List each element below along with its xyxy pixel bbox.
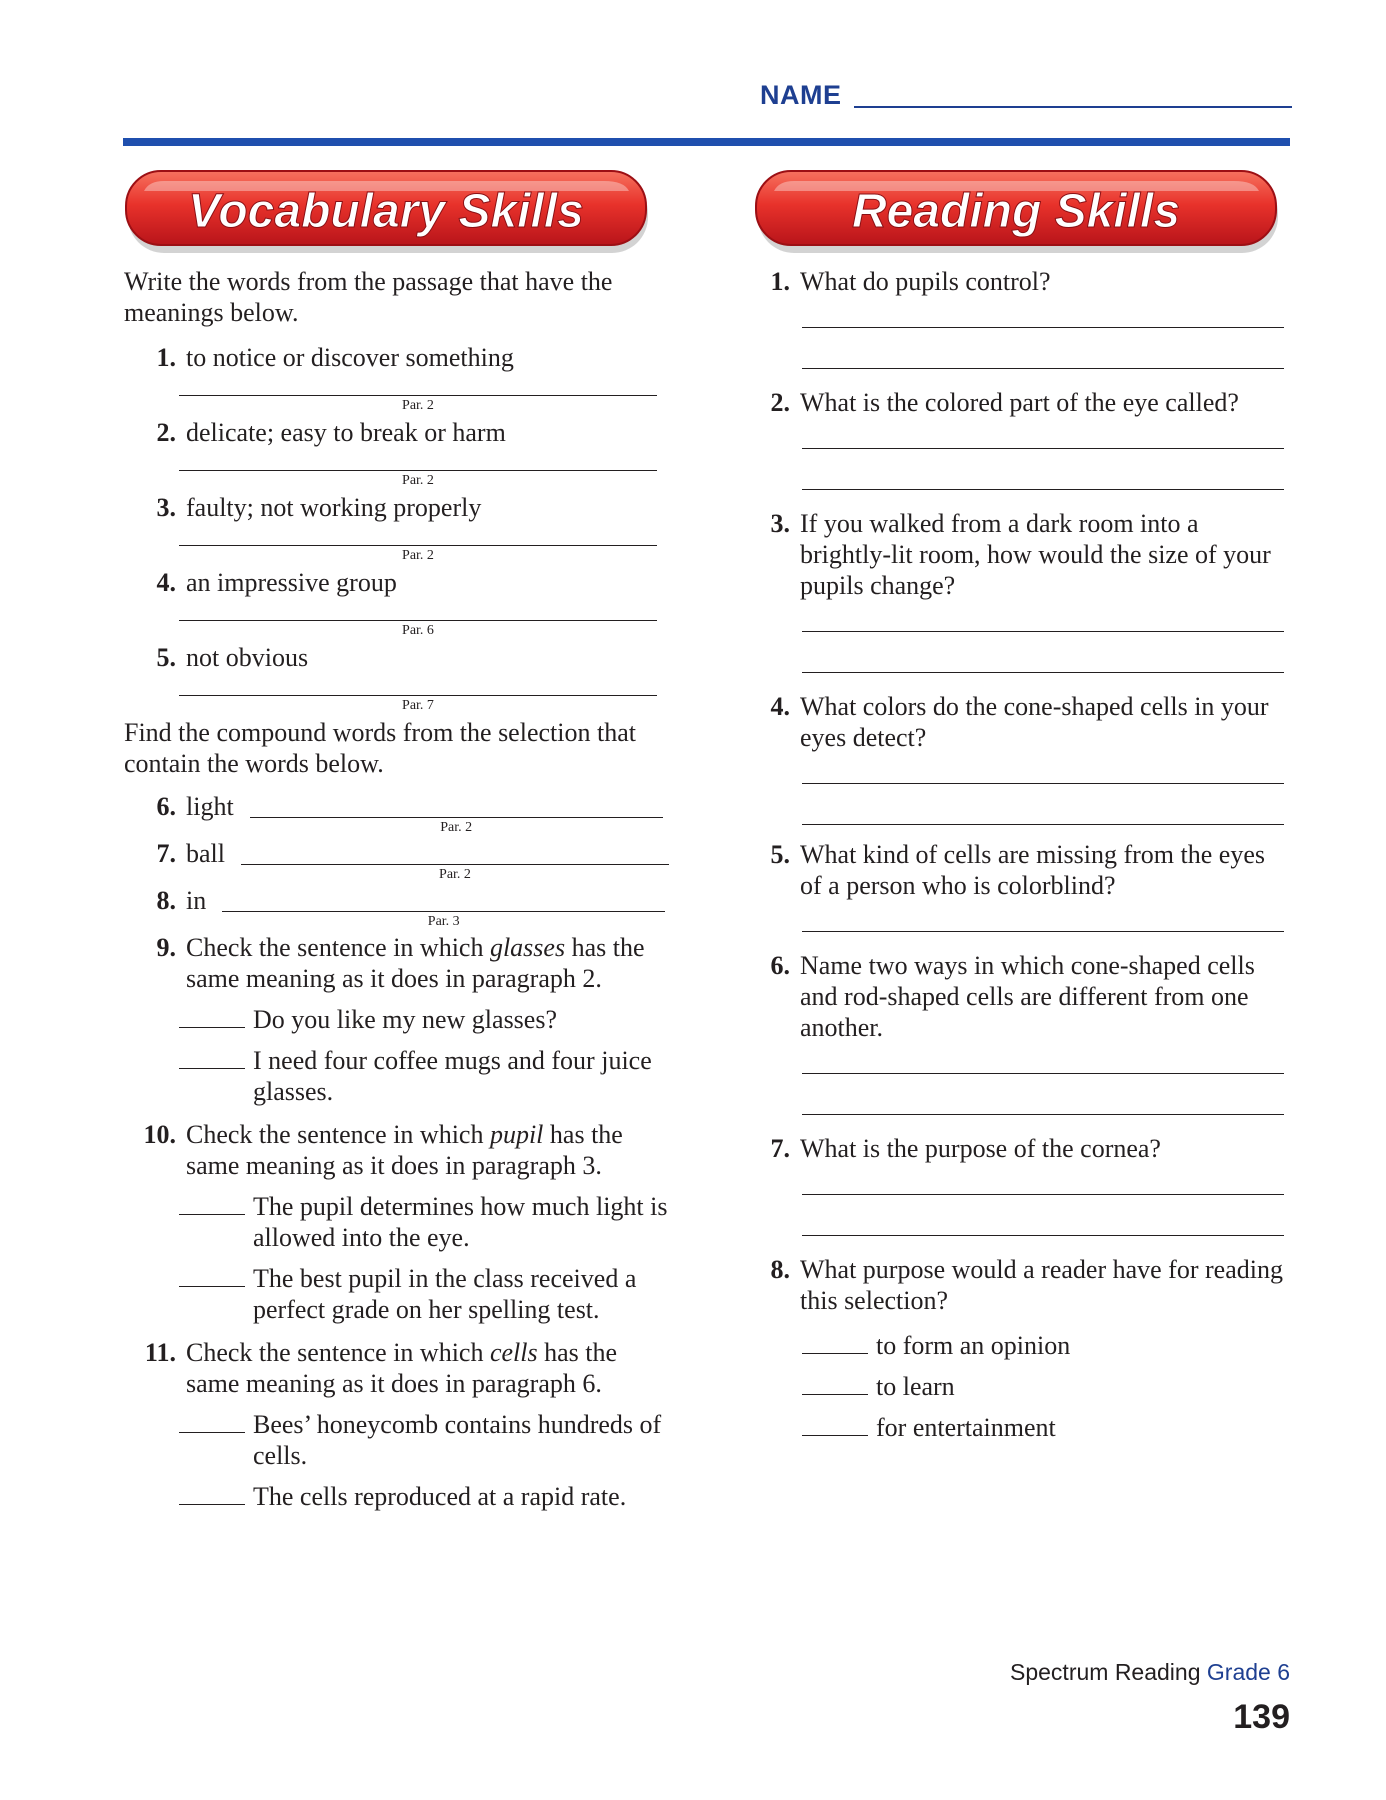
target-word: pupil [489,1120,544,1149]
question-text [186,1119,669,1181]
grade-label: Grade 6 [1206,1659,1290,1685]
answer-lines [802,327,1290,369]
compound-item [124,885,669,932]
option-text: to form an opinion [876,1331,1071,1360]
compound-word: ball [186,839,225,868]
answer-line[interactable] [802,824,1284,825]
answer-blank [179,448,669,492]
question-pre: Check the sentence in which [186,1120,490,1149]
check-option [179,1045,669,1107]
answer-line[interactable] [241,864,669,865]
compound-blank [241,838,669,882]
option-text: for entertainment [876,1413,1056,1442]
compound-word: light [186,792,234,821]
check-blank[interactable] [179,1004,245,1028]
question-text: Name two ways in which cone-shaped cells and rod-shaped cells are different from one another. [800,951,1255,1042]
question-text: What do pupils control? [800,267,1051,296]
answer-line[interactable] [179,395,657,396]
item-number: 2. [156,418,176,447]
answer-line[interactable] [802,1235,1284,1236]
definition-text: faulty; not working properly [186,493,482,522]
reading-question [760,691,1290,753]
check-blank[interactable] [802,1371,868,1395]
name-field [760,80,1292,111]
question-text: What is the colored part of the eye called? [800,388,1239,417]
answer-line[interactable] [802,448,1284,449]
answer-line[interactable] [802,783,1284,784]
option-text: The pupil determines how much light is allowed into the eye. [253,1192,668,1252]
compound-instructions: Find the compound words from the selection that contain the words below. [124,718,636,778]
check-blank[interactable] [179,1045,245,1069]
compound-blank [250,791,663,835]
answer-line[interactable] [802,327,1284,328]
question-number: 3. [770,509,790,538]
definition-text: delicate; easy to break or harm [186,418,506,447]
answer-lines [802,448,1290,490]
item-number: 8. [156,886,176,915]
compound-item [124,791,669,838]
series-name: Spectrum Reading [1010,1659,1201,1685]
check-option [179,1191,669,1253]
question-number: 7. [770,1134,790,1163]
answer-line[interactable] [802,931,1284,932]
question-text [186,1337,669,1399]
reading-question [760,266,1290,297]
answer-line[interactable] [802,1114,1284,1115]
reading-question [760,387,1290,418]
paragraph-ref: Par. 6 [402,623,434,638]
definition-text: to notice or discover something [186,343,514,372]
purpose-option [802,1412,1290,1443]
vocabulary-skills-banner [124,167,654,257]
question-number: 8. [770,1255,790,1284]
question-text: What purpose would a reader have for reading this selection? [800,1255,1283,1315]
answer-line[interactable] [179,695,657,696]
answer-lines [802,1073,1290,1115]
header-rule [123,138,1290,146]
question-number: 6. [770,951,790,980]
question-text: What kind of cells are missing from the eyes of a person who is colorblind? [800,840,1265,900]
item-number: 9. [156,933,176,962]
question-post: has the same meaning as it does in paragraph 6. [186,1338,618,1398]
option-text: I need four coffee mugs and four juice glasses. [253,1046,652,1106]
answer-line[interactable] [179,470,657,471]
item-number: 7. [156,839,176,868]
reading-question [760,950,1290,1043]
option-text: The cells reproduced at a rapid rate. [253,1482,627,1511]
answer-line[interactable] [802,489,1284,490]
definition-item [124,342,669,373]
check-option [179,1409,669,1471]
paragraph-ref: Par. 7 [402,698,434,713]
multiple-meaning-item [124,932,669,994]
check-blank[interactable] [179,1263,245,1287]
answer-lines [802,631,1290,673]
question-number: 1. [770,267,790,296]
answer-blank [179,523,669,567]
reading-skills-banner [754,167,1284,257]
answer-lines [802,783,1290,825]
question-number: 4. [770,692,790,721]
vocabulary-title: Vocabulary Skills [188,185,584,238]
multiple-meaning-item [124,1337,669,1399]
item-number: 11. [144,1338,176,1367]
check-blank[interactable] [802,1412,868,1436]
answer-blank [179,673,669,717]
paragraph-ref: Par. 2 [439,867,471,882]
answer-lines [802,1194,1290,1236]
reading-question [760,839,1290,901]
answer-lines [802,931,1290,932]
definition-item [124,417,669,448]
vocabulary-section [124,266,669,1512]
answer-line[interactable] [802,672,1284,673]
compound-blank [222,885,665,929]
multiple-meaning-item [124,1119,669,1181]
reading-title: Reading Skills [851,185,1181,238]
target-word: cells [489,1338,538,1367]
definition-text: an impressive group [186,568,397,597]
name-label: NAME [760,80,842,110]
answer-blank [179,598,669,642]
reading-question [760,1133,1290,1164]
answer-line[interactable] [802,1073,1284,1074]
item-number: 10. [143,1120,176,1149]
definition-text: not obvious [186,643,309,672]
question-post: has the same meaning as it does in paragraph 3. [186,1120,623,1180]
item-number: 4. [156,568,176,597]
check-option [179,1481,669,1512]
paragraph-ref: Par. 3 [427,914,460,929]
answer-line[interactable] [802,631,1284,632]
option-text: The best pupil in the class received a perfect grade on her spelling test. [253,1264,637,1324]
definition-item [124,567,669,598]
answer-line[interactable] [802,368,1284,369]
paragraph-ref: Par. 2 [402,548,434,563]
purpose-option [802,1371,1290,1402]
page-number: 139 [1233,1698,1290,1736]
check-option [179,1263,669,1325]
compound-word: in [186,886,207,915]
name-line[interactable] [854,106,1292,108]
paragraph-ref: Par. 2 [440,820,473,835]
check-blank[interactable] [802,1330,868,1354]
definition-item [124,642,669,673]
question-post: has the same meaning as it does in paragraph 2. [186,933,645,993]
item-number: 5. [156,643,176,672]
item-number: 6. [156,792,176,821]
purpose-option [802,1330,1290,1361]
check-blank[interactable] [179,1409,245,1433]
definition-item [124,492,669,523]
question-text: What colors do the cone-shaped cells in your eyes detect? [800,692,1269,752]
item-number: 3. [156,493,176,522]
question-text [186,932,669,994]
question-text: What is the purpose of the cornea? [800,1134,1161,1163]
answer-line[interactable] [222,911,665,912]
target-word: glasses [489,933,566,962]
option-text: Do you like my new glasses? [253,1005,558,1034]
option-text: to learn [876,1372,955,1401]
question-pre: Check the sentence in which [186,933,490,962]
check-blank[interactable] [179,1191,245,1215]
reading-section [760,266,1290,1443]
vocabulary-instructions: Write the words from the passage that have the meanings below. [124,267,613,327]
question-number: 2. [770,388,790,417]
question-number: 5. [770,840,790,869]
check-blank[interactable] [179,1481,245,1505]
paragraph-ref: Par. 2 [402,473,434,488]
paragraph-ref: Par. 2 [402,398,434,413]
answer-line[interactable] [802,1194,1284,1195]
answer-line[interactable] [179,545,657,546]
reading-question [760,1254,1290,1316]
item-number: 1. [156,343,176,372]
question-text: If you walked from a dark room into a brightly-lit room, how would the size of your pupils change? [800,509,1271,600]
reading-question [760,508,1290,601]
option-text: Bees’ honeycomb contains hundreds of cells. [253,1410,662,1470]
footer-series [1010,1659,1290,1686]
answer-line[interactable] [179,620,657,621]
answer-blank [179,373,669,417]
answer-line[interactable] [250,817,663,818]
question-pre: Check the sentence in which [186,1338,490,1367]
check-option [179,1004,669,1035]
compound-item [124,838,669,885]
